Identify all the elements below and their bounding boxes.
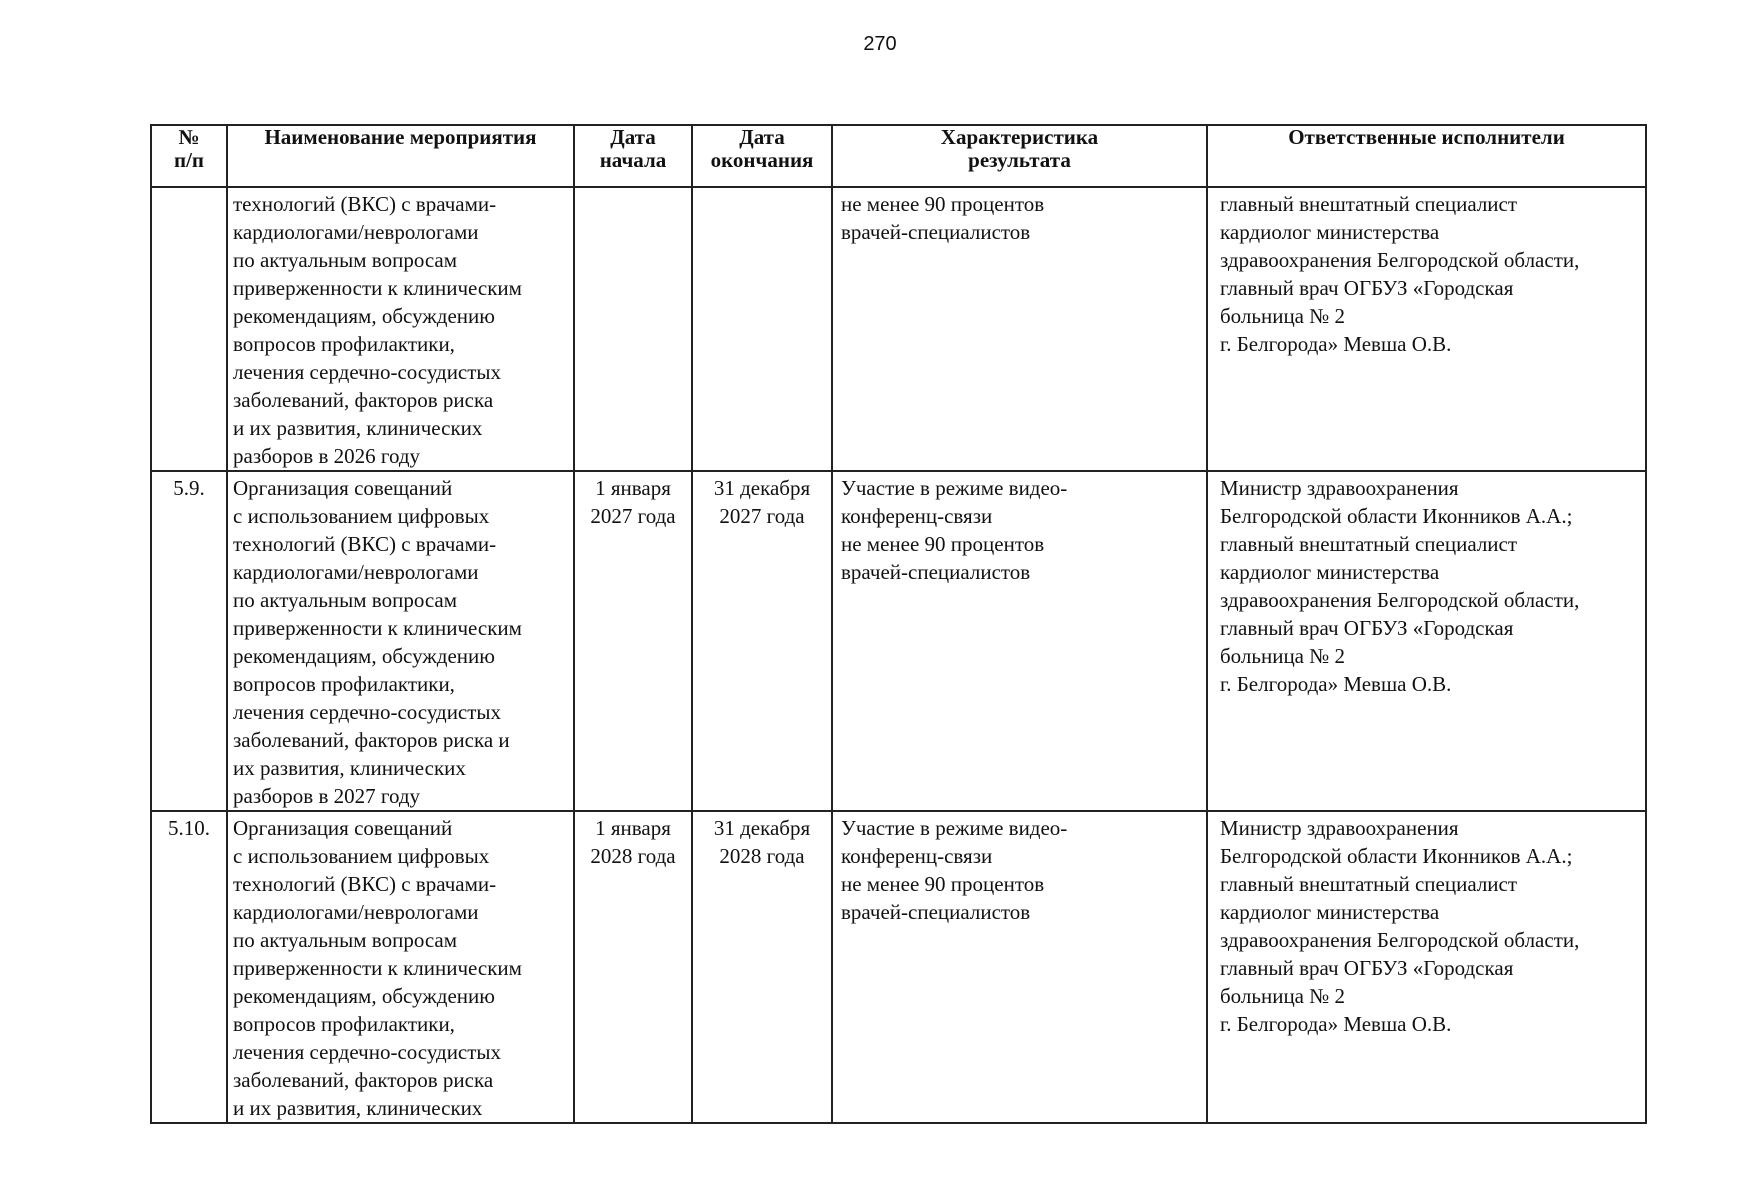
cell-line: заболеваний, факторов риска bbox=[233, 1068, 494, 1092]
cell-line: главный внештатный специалист bbox=[1220, 532, 1518, 556]
end-date bbox=[692, 471, 832, 811]
cell-line: не менее 90 процентов bbox=[841, 532, 1045, 556]
cell-line: кардиологами/неврологами bbox=[233, 560, 479, 584]
start-date bbox=[574, 187, 692, 471]
cell-line: врачей-специалистов bbox=[841, 560, 1031, 584]
table-header-row bbox=[151, 125, 1646, 187]
result-description bbox=[832, 811, 1207, 1123]
cell-line: не менее 90 процентов bbox=[841, 192, 1045, 216]
result-description bbox=[832, 471, 1207, 811]
cell-line: г. Белгорода» Мевша О.В. bbox=[1220, 1012, 1452, 1036]
cell-line: технологий (ВКС) с врачами- bbox=[233, 532, 497, 556]
measure-name bbox=[227, 811, 574, 1123]
cell-line: по актуальным вопросам bbox=[233, 928, 458, 952]
cell-line: Участие в режиме видео- bbox=[841, 816, 1068, 840]
cell-line: больница № 2 bbox=[1220, 984, 1346, 1008]
end-date bbox=[692, 811, 832, 1123]
cell-line: г. Белгорода» Мевша О.В. bbox=[1220, 672, 1452, 696]
row-number: 5.9. bbox=[151, 471, 227, 811]
cell-line: кардиолог министерства bbox=[1220, 560, 1440, 584]
cell-line: Белгородской области Иконников А.А.; bbox=[1220, 504, 1573, 528]
cell-line: разборов в 2026 году bbox=[233, 444, 421, 468]
cell-line: здравоохранения Белгородской области, bbox=[1220, 248, 1580, 272]
cell-line: больница № 2 bbox=[1220, 644, 1346, 668]
cell-line: врачей-специалистов bbox=[841, 900, 1031, 924]
cell-line: здравоохранения Белгородской области, bbox=[1220, 588, 1580, 612]
cell-line: не менее 90 процентов bbox=[841, 872, 1045, 896]
cell-line: главный врач ОГБУЗ «Городская bbox=[1220, 276, 1514, 300]
cell-line: главный внештатный специалист bbox=[1220, 192, 1518, 216]
header-end-date: Дата окончания bbox=[692, 125, 832, 187]
cell-line: 1 января bbox=[595, 816, 671, 840]
table-row bbox=[151, 471, 1646, 811]
cell-line: технологий (ВКС) с врачами- bbox=[233, 192, 497, 216]
cell-line: главный врач ОГБУЗ «Городская bbox=[1220, 616, 1514, 640]
start-date bbox=[574, 811, 692, 1123]
responsible-persons bbox=[1207, 811, 1646, 1123]
cell-line: рекомендациям, обсуждению bbox=[233, 644, 495, 668]
cell-line: заболеваний, факторов риска bbox=[233, 388, 494, 412]
cell-line: вопросов профилактики, bbox=[233, 1012, 455, 1036]
cell-line: 1 января bbox=[595, 476, 671, 500]
cell-line: Министр здравоохранения bbox=[1220, 816, 1459, 840]
page-number: 270 bbox=[863, 33, 897, 55]
table-row bbox=[151, 187, 1646, 471]
cell-line: кардиолог министерства bbox=[1220, 900, 1440, 924]
responsible-persons bbox=[1207, 187, 1646, 471]
cell-line: конференц-связи bbox=[841, 504, 993, 528]
header-start-date: Дата начала bbox=[574, 125, 692, 187]
cell-line: и их развития, клинических bbox=[233, 416, 483, 440]
cell-line: главный врач ОГБУЗ «Городская bbox=[1220, 956, 1514, 980]
header-responsible: Ответственные исполнители bbox=[1207, 125, 1646, 187]
cell-line: 31 декабря bbox=[713, 476, 811, 500]
cell-line: конференц-связи bbox=[841, 844, 993, 868]
cell-line: 2028 года bbox=[590, 844, 676, 868]
cell-line: Организация совещаний bbox=[233, 816, 453, 840]
cell-line: 2027 года bbox=[719, 504, 805, 528]
cell-line: г. Белгорода» Мевша О.В. bbox=[1220, 332, 1452, 356]
cell-line: с использованием цифровых bbox=[233, 844, 490, 868]
cell-line: врачей-специалистов bbox=[841, 220, 1031, 244]
cell-line: приверженности к клиническим bbox=[233, 956, 522, 980]
cell-line: заболеваний, факторов риска и bbox=[233, 728, 510, 752]
cell-line: вопросов профилактики, bbox=[233, 672, 455, 696]
row-number bbox=[151, 187, 227, 471]
cell-line: по актуальным вопросам bbox=[233, 588, 458, 612]
cell-line: вопросов профилактики, bbox=[233, 332, 455, 356]
cell-line: больница № 2 bbox=[1220, 304, 1346, 328]
cell-line: технологий (ВКС) с врачами- bbox=[233, 872, 497, 896]
cell-line: 2028 года bbox=[719, 844, 805, 868]
cell-line: рекомендациям, обсуждению bbox=[233, 984, 495, 1008]
cell-line: кардиолог министерства bbox=[1220, 220, 1440, 244]
header-result: Характеристика результата bbox=[832, 125, 1207, 187]
measures-table bbox=[150, 124, 1647, 1124]
responsible-persons bbox=[1207, 471, 1646, 811]
table-row bbox=[151, 811, 1646, 1123]
header-name: Наименование мероприятия bbox=[227, 125, 574, 187]
cell-line: Организация совещаний bbox=[233, 476, 453, 500]
measure-name bbox=[227, 471, 574, 811]
cell-line: главный внештатный специалист bbox=[1220, 872, 1518, 896]
cell-line: разборов в 2027 году bbox=[233, 784, 421, 808]
row-number: 5.10. bbox=[151, 811, 227, 1123]
cell-line: приверженности к клиническим bbox=[233, 276, 522, 300]
cell-line: лечения сердечно-сосудистых bbox=[233, 360, 502, 384]
cell-line: лечения сердечно-сосудистых bbox=[233, 700, 502, 724]
cell-line: Участие в режиме видео- bbox=[841, 476, 1068, 500]
cell-line: по актуальным вопросам bbox=[233, 248, 458, 272]
cell-line: Министр здравоохранения bbox=[1220, 476, 1459, 500]
cell-line: здравоохранения Белгородской области, bbox=[1220, 928, 1580, 952]
cell-line: приверженности к клиническим bbox=[233, 616, 522, 640]
result-description bbox=[832, 187, 1207, 471]
end-date bbox=[692, 187, 832, 471]
cell-line: лечения сердечно-сосудистых bbox=[233, 1040, 502, 1064]
cell-line: 31 декабря bbox=[713, 816, 811, 840]
header-num: № п/п bbox=[151, 125, 227, 187]
cell-line: кардиологами/неврологами bbox=[233, 220, 479, 244]
start-date bbox=[574, 471, 692, 811]
cell-line: кардиологами/неврологами bbox=[233, 900, 479, 924]
cell-line: Белгородской области Иконников А.А.; bbox=[1220, 844, 1573, 868]
cell-line: и их развития, клинических bbox=[233, 1096, 483, 1120]
cell-line: их развития, клинических bbox=[233, 756, 466, 780]
cell-line: с использованием цифровых bbox=[233, 504, 490, 528]
cell-line: рекомендациям, обсуждению bbox=[233, 304, 495, 328]
measure-name bbox=[227, 187, 574, 471]
cell-line: 2027 года bbox=[590, 504, 676, 528]
